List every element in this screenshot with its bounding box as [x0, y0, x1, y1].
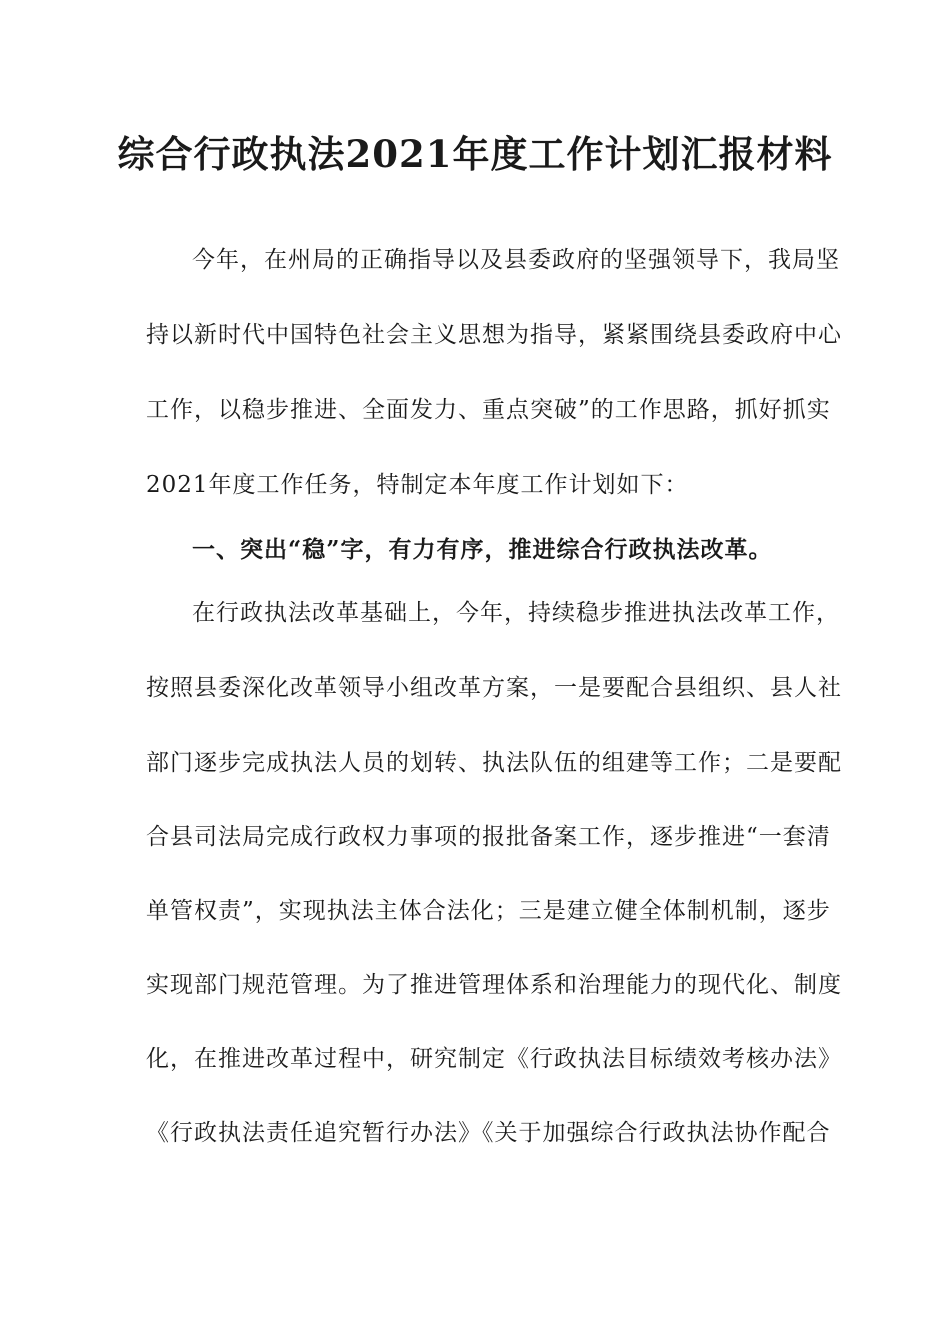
paragraph-line: 持以新时代中国特色社会主义思想为指导，紧紧围绕县委政府中心 [146, 322, 842, 348]
paragraph-line: 《行政执法责任追究暂行办法》《关于加强综合行政执法协作配合 [146, 1120, 831, 1146]
paragraph-line: 化，在推进改革过程中，研究制定《行政执法目标绩效考核办法》 [146, 1046, 842, 1072]
paragraph-line: 合县司法局完成行政权力事项的报批备案工作，逐步推进“一套清 [146, 824, 831, 850]
section-heading: 一、突出“稳”字，有力有序，推进综合行政执法改革。 [192, 536, 773, 563]
paragraph-line: 工作，以稳步推进、全面发力、重点突破”的工作思路，抓好抓实 [146, 397, 831, 423]
paragraph-line: 单管权责”，实现执法主体合法化；三是建立健全体制机制，逐步 [146, 898, 831, 924]
paragraph-line: 部门逐步完成执法人员的划转、执法队伍的组建等工作；二是要配 [146, 750, 842, 776]
document-title: 综合行政执法2021年度工作计划汇报材料 [117, 132, 833, 176]
paragraph-line: 2021年度工作任务，特制定本年度工作计划如下： [146, 472, 689, 498]
paragraph-line: 今年，在州局的正确指导以及县委政府的坚强领导下，我局坚 [192, 247, 840, 273]
paragraph-line: 按照县委深化改革领导小组改革方案，一是要配合县组织、县人社 [146, 675, 842, 701]
paragraph-line: 在行政执法改革基础上，今年，持续稳步推进执法改革工作， [192, 600, 840, 626]
paragraph-line: 实现部门规范管理。为了推进管理体系和治理能力的现代化、制度 [146, 972, 842, 998]
